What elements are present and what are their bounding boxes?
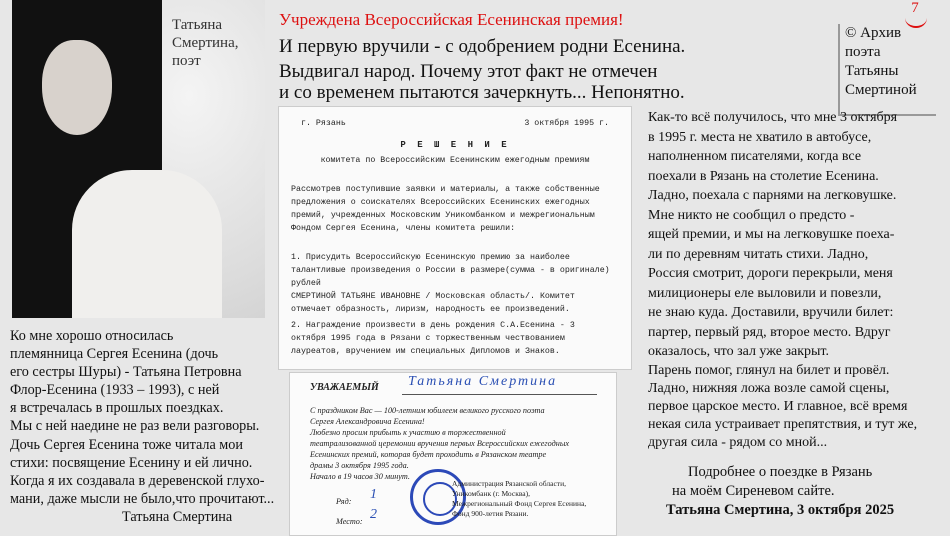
story-line: Ладно, поехала с парнями на легковушке.: [648, 188, 897, 203]
story-line: милиционеры еле выловили и повезли,: [648, 285, 882, 301]
story-line: поехали в Рязань на столетие Есенина.: [648, 168, 879, 184]
story-line: партер, первый ряд, второе место. Вдруг: [648, 324, 891, 340]
doc-paragraph: [291, 251, 619, 316]
story-line: его сестры Шуры) - Татьяна Петровна: [10, 364, 242, 381]
doc-title: Р Е Ш Е Н И Е: [400, 140, 510, 150]
caption-line: поэт: [172, 53, 201, 69]
doc-header: [301, 117, 609, 130]
row-label: Ряд:: [336, 497, 352, 506]
doc-line: лауреатов, вручением им специальных Дипломов и Знаков.: [291, 347, 560, 356]
story-line: первое царское место. И главное, всё время: [648, 398, 908, 414]
invitation-card: [289, 372, 617, 536]
invite-line: Сергея Александровича Есенина!: [310, 417, 425, 426]
website-note: [648, 463, 940, 501]
story-line: в 1995 г. места не хватило в автобусе,: [648, 129, 872, 145]
doc-paragraph: [291, 183, 619, 235]
seat-label: Место:: [336, 517, 363, 526]
archive-credit: [838, 24, 936, 116]
invite-line: драмы 3 октября 1995 года.: [310, 461, 409, 470]
website-note-line: на моём Сиреневом сайте.: [672, 483, 835, 499]
website-note-line: Подробнее о поездке в Рязань: [688, 464, 873, 480]
story-line: Когда я их создавала в деревенской глухо-: [10, 472, 265, 489]
story-line: ящей премии, и мы на легковушке поеха-: [648, 227, 895, 242]
doc-city: г. Рязань: [301, 119, 346, 128]
doc-line: талантливые произведения о России в размере(сумма - в оригинале) рублей: [291, 266, 610, 288]
author-signature: Татьяна Смертина, 3 октября 2025: [666, 502, 895, 518]
archive-line: Татьяны: [845, 63, 899, 79]
story-line: я встречалась в прошлых поездках.: [10, 400, 224, 417]
decision-document: [278, 106, 632, 370]
organizer-line: Уникомбанк (г. Москва),: [452, 489, 530, 498]
left-signature: Татьяна Смертина: [122, 508, 233, 525]
organizer-line: Администрация Рязанской области,: [452, 479, 566, 488]
story-line: оказалось, что зал уже закрыт.: [648, 344, 829, 359]
organizer-line: Межрегиональный Фонд Сергея Есенина,: [452, 499, 587, 508]
story-line: Ладно, нижняя ложа возле самой сцены,: [648, 380, 890, 396]
photo-face: [42, 40, 112, 135]
story-line: Дочь Сергея Есенина тоже читала мои: [10, 436, 243, 453]
seat-value: 2: [370, 507, 377, 522]
story-line: ли по деревням читать стихи. Ладно,: [648, 246, 869, 262]
story-line: другая сила - рядом со мной...: [648, 434, 828, 450]
invite-text: [310, 405, 610, 482]
caption-line: Татьяна: [172, 17, 223, 33]
doc-line: отмечает образность, лиризм, народность ее произведений.: [291, 305, 570, 314]
story-line: мани, даже мысли не было,что прочитают...: [10, 490, 275, 507]
archive-line: поэта: [845, 44, 881, 60]
doc-line: 2. Награждение произвести в день рождения С.А.Есенина - 3: [291, 321, 575, 330]
doc-line: предложения о соискателях Всероссийских Есенинских ежегодных: [291, 198, 590, 207]
photo-caption: [172, 16, 238, 70]
story-line: не знаю куда. Доставили, вручили билет:: [648, 305, 894, 320]
doc-paragraph: [291, 319, 619, 358]
story-line: племянница Сергея Есенина (дочь: [10, 346, 219, 363]
doc-line: 1. Присудить Всероссийскую Есенинскую премию за наиболее: [291, 253, 570, 262]
doc-line: октября 1995 года в Рязани с торжественным чествованием: [291, 334, 565, 343]
archive-line: © Архив: [845, 25, 902, 41]
invite-line: С праздником Вас — 100-летним юбилеем великого русского поэта: [310, 406, 545, 415]
organizer-line: Фонд 900-летия Рязани.: [452, 509, 529, 518]
headline-line: и со временем пытаются зачеркнуть... Непонятно.: [279, 82, 685, 103]
story-line: Парень помог, глянул на билет и провёл.: [648, 362, 890, 378]
story-line: наполненном писателями, когда все: [648, 149, 862, 164]
photo-dress: [72, 170, 222, 318]
doc-line: Рассмотрев поступившие заявки и материалы, а также собственные: [291, 185, 600, 194]
headline-line: И первую вручили - с одобрением родни Есенина.: [279, 36, 686, 57]
page-number: 7: [911, 0, 919, 16]
invite-name: Татьяна Смертина: [408, 374, 558, 389]
story-line: Флор-Есенина (1933 – 1993), с ней: [10, 382, 220, 399]
invite-line: Начало в 19 часов 30 минут.: [310, 472, 410, 481]
row-value: 1: [370, 487, 377, 502]
doc-line: СМЕРТИНОЙ ТАТЬЯНЕ ИВАНОВНЕ / Московская область/. Комитет: [291, 292, 575, 301]
story-line: Россия смотрит, дороги перекрыли, меня: [648, 266, 893, 281]
left-story: [10, 327, 285, 526]
invite-line: Любезно просим прибыть к участию в торжественной: [310, 428, 506, 437]
story-line: Ко мне хорошо относилась: [10, 328, 174, 344]
story-line: Мы с ней наедине не раз вели разговоры.: [10, 418, 260, 435]
invite-line: театрализованной церемонии вручения первых Всероссийских ежегодных: [310, 439, 569, 448]
archive-line: Смертиной: [845, 82, 917, 98]
doc-subtitle: комитета по Всероссийским Есенинским ежегодным премиям: [320, 156, 590, 165]
story-line: Мне никто не сообщил о предсто -: [648, 207, 855, 223]
invite-name-underline: [402, 394, 597, 395]
story-line: Как-то всё получилось, что мне 3 октября: [648, 110, 898, 125]
headline: Учреждена Всероссийская Есенинская премия!: [279, 10, 624, 29]
doc-line: премий, учрежденных Московским Уникомбанком и межрегиональным: [291, 211, 595, 220]
invite-line: Есенинских премий, которая будет проходить в Рязанском театре: [310, 450, 547, 459]
story-line: некая сила устраивает препятствия, и тут же,: [648, 416, 918, 432]
headline-line: Выдвигал народ. Почему этот факт не отмечен: [279, 61, 658, 82]
story-line: стихи: посвящение Есенину и ей лично.: [10, 454, 253, 471]
right-story: [648, 108, 940, 452]
doc-date: 3 октября 1995 г.: [524, 119, 609, 128]
caption-line: Смертина,: [172, 35, 239, 51]
invite-salutation: УВАЖАЕМЫЙ: [310, 382, 379, 393]
doc-line: Фондом Сергея Есенина, члены комитета решили:: [291, 224, 516, 233]
invite-organizers: [452, 479, 602, 519]
